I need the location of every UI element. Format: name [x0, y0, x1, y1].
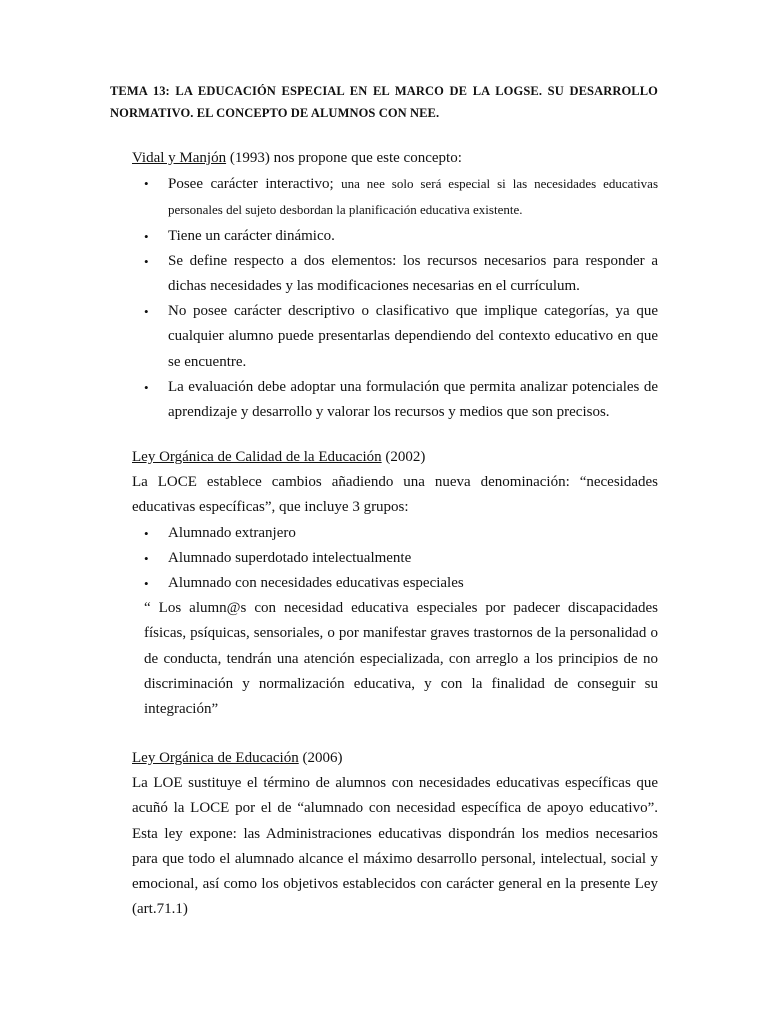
- list-item-text: Posee carácter interactivo;: [168, 176, 342, 193]
- list-item: [132, 224, 658, 249]
- list-item: [132, 375, 658, 425]
- section-loce: [132, 445, 658, 722]
- paragraph: La LOCE establece cambios añadiendo una nueva denominación: “necesidades educativas específicas”, que incluye 3 grupos:: [132, 474, 658, 516]
- heading-text: (2006): [298, 750, 343, 766]
- law-quote: “ Los alumn@s con necesidad educativa especiales por padecer discapacidades físicas, psíquicas, sensoriales, o por manifestar graves trastornos de la personalidad o de conducta, tendrán una atención especializada, con arreglo a los principios de no discriminación y normalización educativa, y con la finalidad de conseguir su integración”: [144, 600, 658, 718]
- list-item: [132, 171, 658, 223]
- list-item-text-small: una nee solo será especial si las necesidades educativas personales del sujeto desbordan la planificación educativa existente.: [168, 176, 658, 218]
- bullet-icon: •: [144, 576, 149, 592]
- bullet-icon: •: [144, 228, 149, 244]
- paragraph: La LOE sustituye el término de alumnos con necesidades educativas específicas que acuñó la LOCE por el de “alumnado con necesidad específica de apoyo educativo”. Esta ley expone: las Administraciones educativas dispondrán los medios necesarios para que todo el alumnado alcance el máximo desarrollo personal, intelectual, social y emocional, así como los objetivos establecidos con carácter general en la presente Ley (art.71.1): [132, 775, 658, 918]
- list-item: [132, 249, 658, 299]
- list-item-text: Alumnado extranjero: [168, 524, 296, 541]
- groups-list: [132, 521, 658, 597]
- section-heading: [132, 445, 658, 470]
- author-reference: Vidal y Manjón: [132, 150, 227, 166]
- list-item-text: No posee carácter descriptivo o clasificativo que implique categorías, ya que cualquier alumno puede presentarlas dependiendo del contexto educativo en que se encuentre.: [168, 303, 658, 370]
- document-title: TEMA 13: LA EDUCACIÓN ESPECIAL EN EL MARCO DE LA LOGSE. SU DESARROLLO NORMATIVO. EL CONCEPTO DE ALUMNOS CON NEE.: [110, 84, 658, 120]
- section-heading: [132, 146, 658, 171]
- list-item-text: La evaluación debe adoptar una formulación que permita analizar potenciales de aprendizaje y desarrollo y valorar los recursos y medios que son precisos.: [168, 378, 658, 421]
- heading-text: (1993) nos propone que este concepto:: [226, 150, 462, 166]
- bullet-icon: •: [144, 525, 149, 541]
- list-item: [132, 546, 658, 571]
- heading-text: (2002): [381, 449, 426, 465]
- list-item: [132, 571, 658, 596]
- law-reference: Ley Orgánica de Educación: [132, 750, 299, 766]
- list-item-text: Alumnado con necesidades educativas especiales: [168, 575, 464, 592]
- list-item-text: Tiene un carácter dinámico.: [168, 227, 335, 244]
- list-item-text: Se define respecto a dos elementos: los recursos necesarios para responder a dichas necesidades y las modificaciones necesarias en el currículum.: [168, 252, 658, 295]
- list-item: [132, 299, 658, 375]
- bullet-icon: •: [144, 550, 149, 566]
- section-vidal-manjon: [132, 146, 658, 425]
- section-loe: [132, 746, 658, 922]
- concept-list: [132, 171, 658, 425]
- bullet-icon: •: [144, 304, 149, 320]
- section-heading: [132, 746, 658, 771]
- bullet-icon: •: [144, 176, 149, 192]
- bullet-icon: •: [144, 379, 149, 395]
- list-item: [132, 521, 658, 546]
- list-item-text: Alumnado superdotado intelectualmente: [168, 549, 412, 566]
- law-reference: Ley Orgánica de Calidad de la Educación: [132, 449, 382, 465]
- bullet-icon: •: [144, 253, 149, 269]
